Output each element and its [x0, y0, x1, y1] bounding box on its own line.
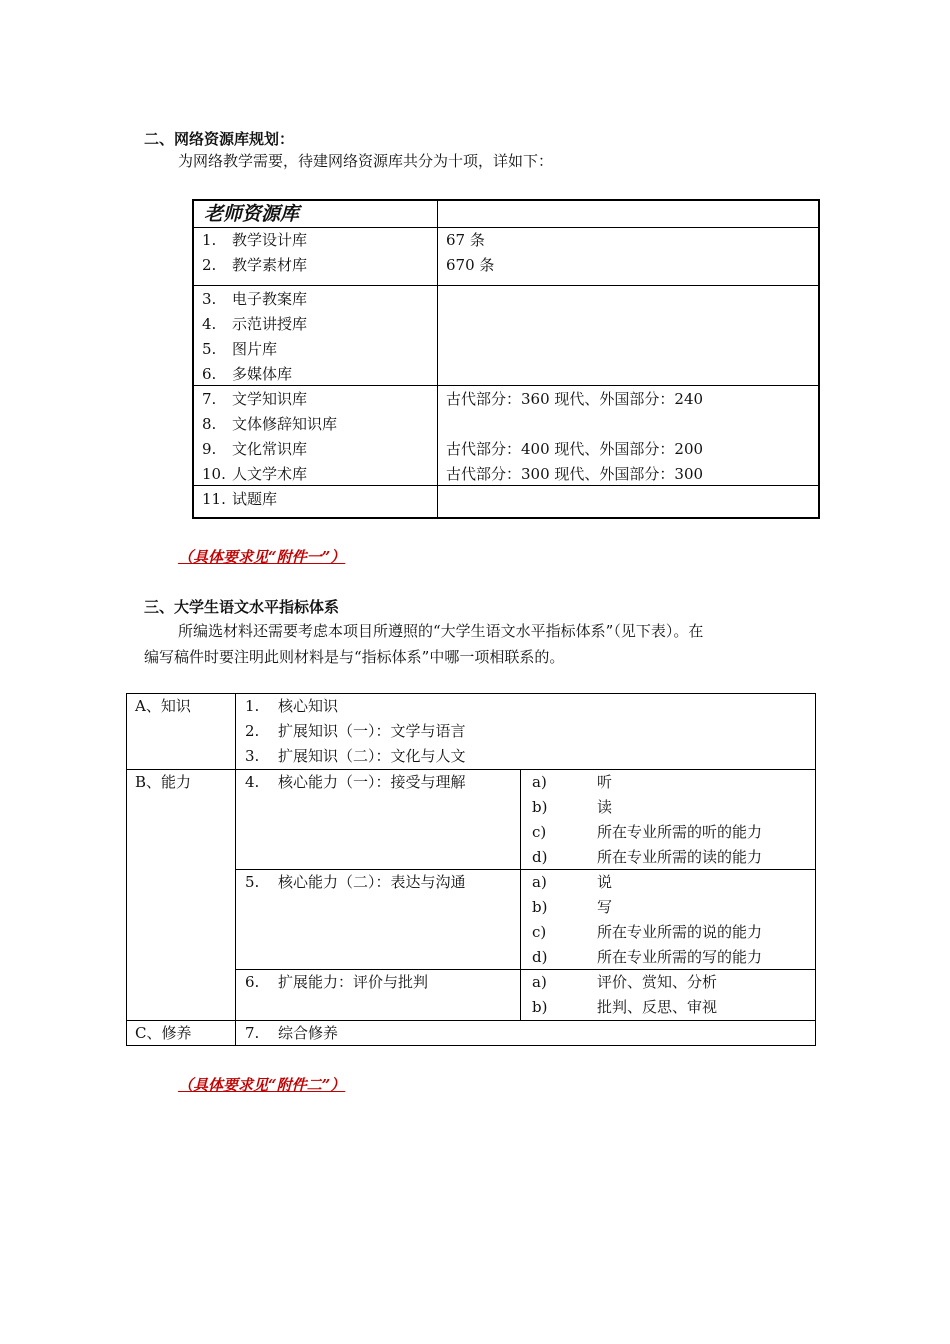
sub-item: 所在专业所需的写的能力 — [597, 948, 763, 966]
item-name: 文化常识库 — [232, 440, 308, 458]
sub-letter: c) — [532, 923, 547, 941]
item-value: 古代部分：300 现代、外国部分：300 — [446, 465, 704, 483]
item-name: 示范讲授库 — [232, 315, 308, 333]
item-value: 67 条 — [446, 231, 485, 249]
item-name: 人文学术库 — [232, 465, 308, 483]
ability-item: 核心能力（一）：接受与理解 — [278, 773, 466, 791]
table-divider — [194, 285, 818, 286]
ability-item: 扩展能力：评价与批判 — [278, 973, 429, 991]
table-divider — [437, 201, 438, 517]
table-divider — [520, 769, 521, 1020]
item-num: 1. — [202, 231, 217, 249]
appendix-note-2: （具体要求见“附件二”） — [178, 1076, 346, 1094]
category-knowledge: A、知识 — [135, 697, 191, 715]
sub-item: 听 — [597, 773, 613, 791]
item-name: 图片库 — [232, 340, 278, 358]
item-num: 2. — [202, 256, 217, 274]
item-num: 6. — [202, 365, 217, 383]
item-num: 4. — [202, 315, 217, 333]
section3-para-line2: 编写稿件时要注明此则材料是与“指标体系”中哪一项相联系的。 — [144, 648, 565, 666]
item-name: 文学知识库 — [232, 390, 308, 408]
sub-letter: d) — [532, 848, 548, 866]
knowledge-item: 核心知识 — [278, 697, 339, 715]
section3-para-line1: 所编选材料还需要考虑本项目所遵照的“大学生语文水平指标体系”（见下表）。在 — [178, 622, 704, 640]
item-name: 电子教案库 — [232, 290, 308, 308]
item-num: 9. — [202, 440, 217, 458]
sub-letter: a) — [532, 773, 547, 791]
sub-item: 批判、反思、审视 — [597, 998, 718, 1016]
item-value: 古代部分：400 现代、外国部分：200 — [446, 440, 704, 458]
sub-letter: c) — [532, 823, 547, 841]
sub-letter: d) — [532, 948, 548, 966]
item-num: 5. — [202, 340, 217, 358]
item-value: 古代部分：360 现代、外国部分：240 — [446, 390, 704, 408]
ability-item: 核心能力（二）：表达与沟通 — [278, 873, 466, 891]
knowledge-item: 扩展知识（一）：文学与语言 — [278, 722, 466, 740]
item-value: 670 条 — [446, 256, 495, 274]
section2-intro: 为网络教学需要，待建网络资源库共分为十项，详如下： — [178, 152, 554, 170]
table-divider — [127, 769, 815, 770]
knowledge-num: 1. — [245, 697, 260, 715]
sub-item: 说 — [597, 873, 613, 891]
item-num: 3. — [202, 290, 217, 308]
sub-item: 所在专业所需的读的能力 — [597, 848, 763, 866]
item-name: 教学素材库 — [232, 256, 308, 274]
ability-num: 6. — [245, 973, 260, 991]
section3-heading: 三、大学生语文水平指标体系 — [144, 598, 340, 616]
sub-item: 所在专业所需的听的能力 — [597, 823, 763, 841]
item-num: 10. — [202, 465, 226, 483]
sub-letter: a) — [532, 873, 547, 891]
item-num: 7. — [202, 390, 217, 408]
sub-letter: b) — [532, 798, 548, 816]
sub-letter: b) — [532, 998, 548, 1016]
table-divider — [127, 1020, 815, 1021]
sub-item: 评价、赏知、分析 — [597, 973, 718, 991]
section2-heading: 二、网络资源库规划： — [144, 130, 295, 148]
knowledge-num: 3. — [245, 747, 260, 765]
category-cultivation: C、修养 — [135, 1024, 192, 1042]
sub-item: 写 — [597, 898, 613, 916]
sub-item: 所在专业所需的说的能力 — [597, 923, 763, 941]
sub-letter: b) — [532, 898, 548, 916]
index-table — [126, 693, 816, 1046]
resource-table-title: 老师资源库 — [204, 203, 300, 225]
item-name: 试题库 — [232, 490, 278, 508]
item-num: 11. — [202, 490, 226, 508]
ability-num: 4. — [245, 773, 260, 791]
knowledge-num: 2. — [245, 722, 260, 740]
item-name: 文体修辞知识库 — [232, 415, 338, 433]
item-name: 教学设计库 — [232, 231, 308, 249]
appendix-note-1: （具体要求见“附件一”） — [178, 548, 346, 566]
sub-letter: a) — [532, 973, 547, 991]
item-name: 多媒体库 — [232, 365, 293, 383]
item-num: 8. — [202, 415, 217, 433]
ability-num: 5. — [245, 873, 260, 891]
cultivation-item: 综合修养 — [278, 1024, 339, 1042]
knowledge-item: 扩展知识（二）：文化与人文 — [278, 747, 466, 765]
resource-table — [192, 199, 820, 519]
sub-item: 读 — [597, 798, 613, 816]
category-ability: B、能力 — [135, 773, 192, 791]
cultivation-num: 7. — [245, 1024, 260, 1042]
